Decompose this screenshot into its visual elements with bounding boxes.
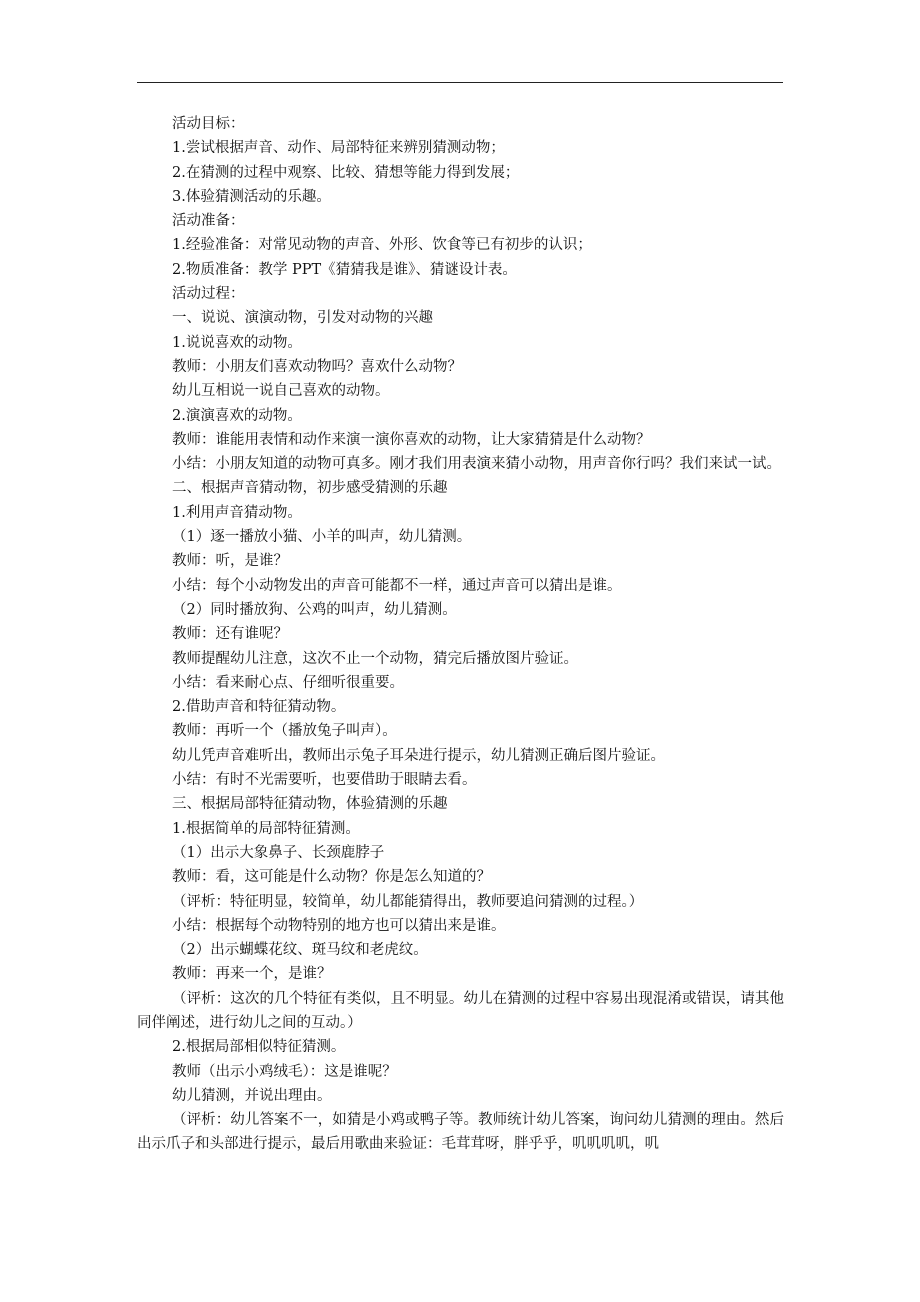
text-line: 教师：再听一个（播放兔子叫声）。 <box>172 723 397 740</box>
text-line: 2.物质准备：教学 PPT《猜猜我是谁》、猜谜设计表。 <box>172 261 517 278</box>
text-line: （1）出示大象鼻子、长颈鹿脖子 <box>172 844 385 861</box>
text-line: 2.在猜测的过程中观察、比较、猜想等能力得到发展； <box>172 164 520 181</box>
paragraph-summary <box>137 452 784 476</box>
text-line: 2.借助声音和特征猜动物。 <box>172 699 346 716</box>
text-line: 教师：听，是谁？ <box>172 553 288 570</box>
paragraph-text: （评析：这次的几个特征有类似，且不明显。幼儿在猜测的过程中容易出现混淆或错误，请其他同伴阐述，进行幼儿之间的互动。） <box>137 990 784 1031</box>
text-line: （2）同时播放狗、公鸡的叫声，幼儿猜测。 <box>172 601 457 618</box>
text-line: 1.尝试根据声音、动作、局部特征来辨别猜测动物； <box>172 140 505 157</box>
text-line: 教师：看，这可能是什么动物？你是怎么知道的？ <box>172 869 491 886</box>
text-line: 三、根据局部特征猜动物，体验猜测的乐趣 <box>172 796 448 813</box>
paragraph-analysis-final <box>137 1108 784 1157</box>
text-line: 活动准备： <box>172 213 245 230</box>
text-line: 幼儿互相说一说自己喜欢的动物。 <box>172 383 390 400</box>
text-line: （评析：特征明显，较简单，幼儿都能猜得出，教师要追问猜测的过程。） <box>172 893 644 910</box>
text-line: 小结：根据每个动物特别的地方也可以猜出来是谁。 <box>172 917 506 934</box>
text-line: 教师：再来一个，是谁？ <box>172 966 332 983</box>
text-line: 1.根据简单的局部特征猜测。 <box>172 820 360 837</box>
paragraph-text: 小结：小朋友知道的动物可真多。刚才我们用表演来猜小动物，用声音你行吗？我们来试一试。 <box>172 456 781 473</box>
text-line: 教师（出示小鸡绒毛）：这是谁呢？ <box>172 1063 397 1080</box>
text-line: 幼儿凭声音难听出，教师出示兔子耳朵进行提示，幼儿猜测正确后图片验证。 <box>172 747 665 764</box>
text-line: 2.演演喜欢的动物。 <box>172 407 302 424</box>
text-line: 3.体验猜测活动的乐趣。 <box>172 188 331 205</box>
text-line: 小结：每个小动物发出的声音可能都不一样，通过声音可以猜出是谁。 <box>172 577 622 594</box>
text-line: 教师：还有谁呢？ <box>172 626 288 643</box>
text-line: 教师：小朋友们喜欢动物吗？喜欢什么动物？ <box>172 358 462 375</box>
text-line: 活动过程： <box>172 286 245 303</box>
text-line: 教师提醒幼儿注意，这次不止一个动物，猜完后播放图片验证。 <box>172 650 578 667</box>
text-line: 1.说说喜欢的动物。 <box>172 334 302 351</box>
text-line: （1）逐一播放小猫、小羊的叫声，幼儿猜测。 <box>172 529 472 546</box>
document-body <box>137 112 784 1157</box>
text-line: 幼儿猜测，并说出理由。 <box>172 1087 332 1104</box>
text-line: 教师：谁能用表情和动作来演一演你喜欢的动物，让大家猜猜是什么动物？ <box>172 431 651 448</box>
text-line: 2.根据局部相似特征猜测。 <box>172 1039 346 1056</box>
paragraph-analysis <box>137 987 784 1036</box>
text-line: 1.经验准备：对常见动物的声音、外形、饮食等已有初步的认识； <box>172 237 592 254</box>
header-rule <box>137 82 783 83</box>
text-line: 1.利用声音猜动物。 <box>172 504 302 521</box>
text-line: （2）出示蝴蝶花纹、斑马纹和老虎纹。 <box>172 942 428 959</box>
text-line: 活动目标： <box>172 116 245 132</box>
paragraph-text: （评析：幼儿答案不一，如猜是小鸡或鸭子等。教师统计幼儿答案，询问幼儿猜测的理由。然后出示爪子和头部进行提示，最后用歌曲来验证：毛茸茸呀，胖乎乎，叽叽叽叽，叽 <box>137 1112 784 1153</box>
text-line: 二、根据声音猜动物，初步感受猜测的乐趣 <box>172 480 448 497</box>
text-line: 小结：看来耐心点、仔细听很重要。 <box>172 674 404 691</box>
text-line: 小结：有时不光需要听，也要借助于眼睛去看。 <box>172 772 477 789</box>
text-line: 一、说说、演演动物，引发对动物的兴趣 <box>172 310 433 327</box>
